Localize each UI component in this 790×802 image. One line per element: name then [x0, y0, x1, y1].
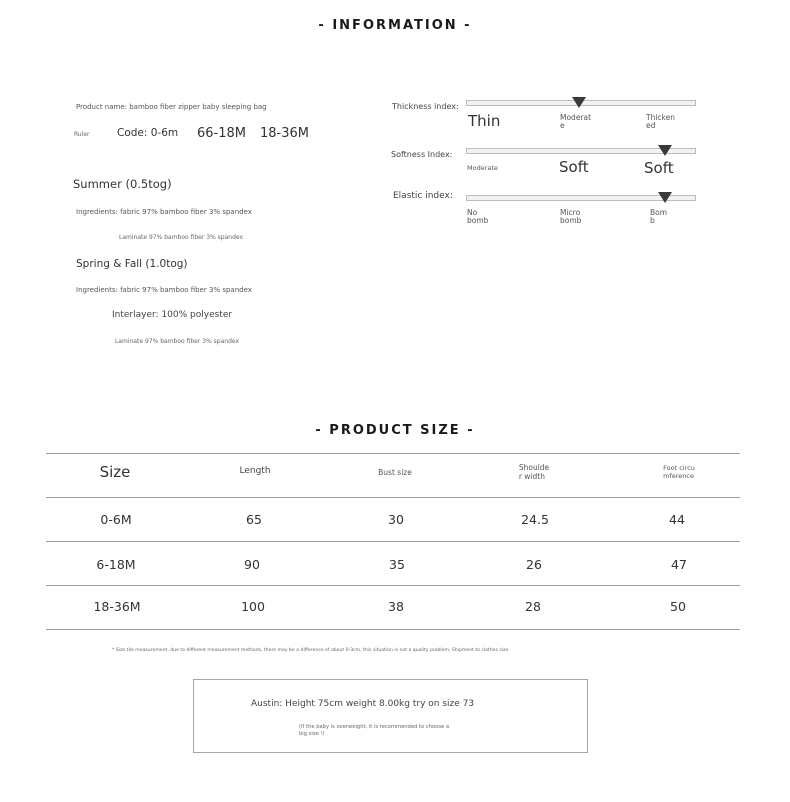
table-rule	[46, 453, 740, 454]
softness-option-soft: Soft	[559, 158, 589, 176]
row-shoulder: 24.5	[521, 512, 549, 527]
thickness-option-thin: Thin	[468, 112, 501, 130]
thickness-index-label: Thickness index:	[392, 102, 459, 111]
size-code-18-36m: 18-36M	[260, 126, 309, 141]
row-length: 100	[241, 599, 265, 614]
product-size-title: - PRODUCT SIZE -	[315, 423, 475, 438]
row-shoulder: 26	[526, 557, 542, 572]
row-bust: 35	[389, 557, 405, 572]
elastic-option-no-bomb: No bomb	[467, 208, 489, 225]
thickness-option-moderate: Moderat e	[560, 113, 592, 130]
softness-option-very-soft: Soft	[644, 159, 674, 177]
spring-fall-interlayer: Interlayer: 100% polyester	[112, 310, 233, 320]
summer-laminate: Laminate 97% bamboo fiber 3% spandex	[119, 234, 244, 241]
header-foot-circumference: Foot circu mference	[663, 464, 695, 480]
header-size: Size	[99, 463, 131, 481]
spring-fall-title: Spring & Fall (1.0tog)	[76, 258, 188, 270]
elastic-option-micro-bomb: Micro bomb	[560, 208, 582, 225]
row-foot: 47	[671, 557, 687, 572]
row-bust: 38	[388, 599, 404, 614]
table-rule	[46, 497, 740, 498]
header-bust-size: Bust size	[378, 468, 412, 477]
ruler-label: Ruler	[74, 131, 90, 138]
row-length: 90	[244, 557, 260, 572]
table-rule	[46, 629, 740, 630]
fit-example-box	[193, 679, 588, 753]
size-footnote: * Size tile measurement, due to different measurement methods, there may be a difference of about 0-3cm, this situation is not a quality problem. Shipment to clothes size.	[112, 648, 510, 653]
softness-index-label: Softness Index:	[391, 150, 453, 159]
elastic-index-label: Elastic index:	[393, 191, 453, 201]
elastic-option-bomb: Bom b	[650, 208, 668, 225]
row-size: 6-18M	[96, 557, 136, 572]
thickness-option-thickened: Thicken ed	[646, 113, 675, 130]
elastic-index-track	[466, 195, 696, 201]
summer-title: Summer (0.5tog)	[73, 177, 172, 191]
information-title: - INFORMATION -	[318, 18, 472, 33]
size-code-0-6m: Code: 0-6m	[117, 127, 179, 139]
row-size: 18-36M	[93, 599, 141, 614]
row-foot: 50	[670, 599, 686, 614]
thickness-index-marker	[572, 97, 586, 108]
summer-ingredients: Ingredients: fabric 97% bamboo fiber 3% spandex	[76, 208, 252, 216]
row-size: 0-6M	[100, 512, 132, 527]
softness-index-track	[466, 148, 696, 154]
row-foot: 44	[669, 512, 685, 527]
row-length: 65	[246, 512, 262, 527]
spring-fall-laminate: Laminate 97% bamboo fiber 3% spandex	[115, 338, 240, 345]
row-bust: 30	[388, 512, 404, 527]
thickness-index-track	[466, 100, 696, 106]
fit-example-note: (If the baby is overweight, it is recommended to choose a big size !)	[299, 724, 450, 738]
table-rule	[46, 585, 740, 586]
fit-example: Austin: Height 75cm weight 8.00kg try on size 73	[251, 699, 475, 709]
table-rule	[46, 541, 740, 542]
spring-fall-ingredients: Ingredients: fabric 97% bamboo fiber 3% spandex	[76, 286, 252, 294]
row-shoulder: 28	[525, 599, 541, 614]
softness-option-moderate: Moderate	[467, 164, 498, 172]
header-length: Length	[239, 466, 271, 476]
elastic-index-marker	[658, 192, 672, 203]
size-code-6-18m: 66-18M	[197, 126, 246, 141]
product-name: Product name: bamboo fiber zipper baby sleeping bag	[76, 103, 267, 111]
header-shoulder-width: Shoulde r width	[518, 463, 550, 481]
softness-index-marker	[658, 145, 672, 156]
